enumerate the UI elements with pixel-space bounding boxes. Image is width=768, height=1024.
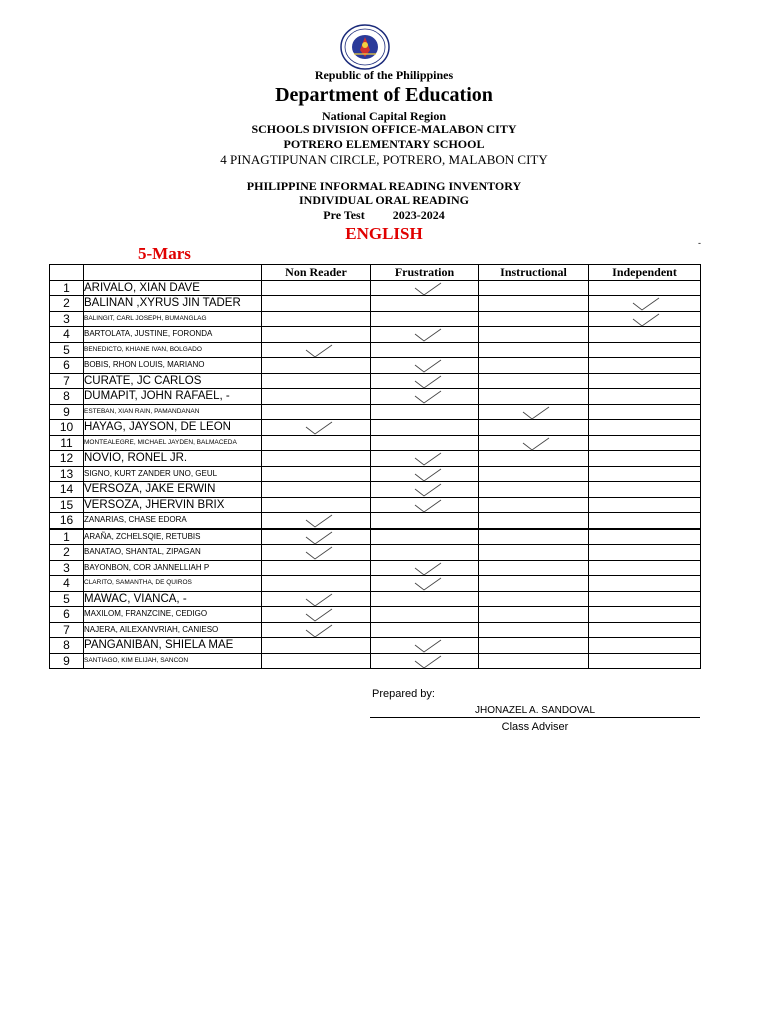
level-cell <box>371 653 479 669</box>
test-line <box>0 208 768 223</box>
level-cell <box>589 482 701 498</box>
level-cell <box>262 311 371 327</box>
level-cell <box>262 296 371 312</box>
check-icon <box>631 311 661 327</box>
student-name: BAYONBON, COR JANNELLIAH P <box>84 560 262 576</box>
table-row <box>50 482 701 498</box>
subject-title: ENGLISH <box>345 224 423 243</box>
row-number: 3 <box>50 560 84 576</box>
header-region: National Capital Region <box>321 109 446 123</box>
level-cell <box>589 280 701 296</box>
check-icon <box>304 591 334 607</box>
header-instructional: Instructional <box>479 265 589 281</box>
level-cell <box>479 389 589 405</box>
reading-table <box>49 264 701 669</box>
level-cell <box>371 342 479 358</box>
header-school: POTRERO ELEMENTARY SCHOOL <box>283 137 485 151</box>
table-row <box>50 607 701 623</box>
header-republic: Republic of the Philippines <box>314 68 454 82</box>
row-number: 9 <box>50 404 84 420</box>
level-cell <box>589 420 701 436</box>
level-cell <box>371 607 479 623</box>
school-year: 2023-2024 <box>392 208 445 222</box>
level-cell <box>371 311 479 327</box>
student-name: BALINAN ,XYRUS JIN TADER <box>84 296 262 312</box>
table-row <box>50 622 701 638</box>
level-cell <box>589 497 701 513</box>
student-name: ZANARIAS, CHASE EDORA <box>84 513 262 529</box>
level-cell <box>262 576 371 592</box>
level-cell <box>262 435 371 451</box>
check-icon <box>304 622 334 638</box>
student-name: CURATE, JC CARLOS <box>84 373 262 389</box>
table-row <box>50 280 701 296</box>
level-cell <box>479 466 589 482</box>
student-name: MAWAC, VIANCA, - <box>84 591 262 607</box>
level-cell <box>262 497 371 513</box>
level-cell <box>262 653 371 669</box>
table-row <box>50 560 701 576</box>
check-icon <box>413 481 443 497</box>
table-row <box>50 296 701 312</box>
level-cell <box>262 591 371 607</box>
student-name: BOBIS, RHON LOUIS, MARIANO <box>84 358 262 374</box>
table-header-row <box>50 265 701 281</box>
level-cell <box>371 420 479 436</box>
level-cell <box>589 296 701 312</box>
level-cell <box>262 389 371 405</box>
adviser-name: JHONAZEL A. SANDOVAL <box>370 705 700 718</box>
assessment-type: INDIVIDUAL ORAL READING <box>298 193 470 207</box>
level-cell <box>262 327 371 343</box>
row-number: 2 <box>50 545 84 561</box>
row-number: 10 <box>50 420 84 436</box>
level-cell <box>371 358 479 374</box>
level-cell <box>479 327 589 343</box>
level-cell <box>262 466 371 482</box>
check-icon <box>413 326 443 342</box>
level-cell <box>479 560 589 576</box>
level-cell <box>479 404 589 420</box>
level-cell <box>479 497 589 513</box>
level-cell <box>589 389 701 405</box>
check-icon <box>413 388 443 404</box>
level-cell <box>479 638 589 654</box>
check-icon <box>304 606 334 622</box>
level-cell <box>262 358 371 374</box>
level-cell <box>479 653 589 669</box>
level-cell <box>371 389 479 405</box>
check-icon <box>304 419 334 435</box>
level-cell <box>371 638 479 654</box>
check-icon <box>413 280 443 296</box>
row-number: 9 <box>50 653 84 669</box>
level-cell <box>371 435 479 451</box>
adviser-title: Class Adviser <box>501 721 569 733</box>
level-cell <box>589 638 701 654</box>
dash-mark: - <box>698 238 701 248</box>
level-cell <box>479 529 589 545</box>
check-icon <box>413 637 443 653</box>
level-cell <box>371 576 479 592</box>
level-cell <box>262 622 371 638</box>
row-number: 4 <box>50 327 84 343</box>
row-number: 8 <box>50 638 84 654</box>
level-cell <box>479 435 589 451</box>
level-cell <box>479 358 589 374</box>
check-icon <box>304 512 334 528</box>
row-number: 5 <box>50 342 84 358</box>
level-cell <box>479 420 589 436</box>
check-icon <box>413 653 443 669</box>
student-name: BARTOLATA, JUSTINE, FORONDA <box>84 327 262 343</box>
level-cell <box>479 513 589 529</box>
level-cell <box>589 513 701 529</box>
row-number: 13 <box>50 466 84 482</box>
table-row <box>50 327 701 343</box>
level-cell <box>371 591 479 607</box>
header-division: SCHOOLS DIVISION OFFICE-MALABON CITY <box>251 122 517 136</box>
row-number: 11 <box>50 435 84 451</box>
level-cell <box>589 311 701 327</box>
level-cell <box>371 560 479 576</box>
level-cell <box>589 342 701 358</box>
level-cell <box>479 576 589 592</box>
level-cell <box>371 466 479 482</box>
level-cell <box>262 638 371 654</box>
level-cell <box>479 482 589 498</box>
level-cell <box>262 560 371 576</box>
student-name: NAJERA, AILEXANVRIAH, CANIESO <box>84 622 262 638</box>
student-name: ARIVALO, XIAN DAVE <box>84 280 262 296</box>
level-cell <box>589 653 701 669</box>
header-num <box>50 265 84 281</box>
row-number: 3 <box>50 311 84 327</box>
test-name: Pre Test <box>323 208 365 222</box>
row-number: 7 <box>50 622 84 638</box>
row-number: 1 <box>50 529 84 545</box>
student-name: CLARITO, SAMANTHA, DE QUIROS <box>84 576 262 592</box>
level-cell <box>479 296 589 312</box>
level-cell <box>371 513 479 529</box>
header-frustration: Frustration <box>371 265 479 281</box>
level-cell <box>371 404 479 420</box>
table-row <box>50 638 701 654</box>
row-number: 8 <box>50 389 84 405</box>
row-number: 4 <box>50 576 84 592</box>
student-name: DUMAPIT, JOHN RAFAEL, - <box>84 389 262 405</box>
student-name: PANGANIBAN, SHIELA MAE <box>84 638 262 654</box>
level-cell <box>371 622 479 638</box>
level-cell <box>589 466 701 482</box>
deped-seal-icon <box>340 24 390 70</box>
table-row <box>50 451 701 467</box>
level-cell <box>371 545 479 561</box>
table-row <box>50 653 701 669</box>
level-cell <box>479 622 589 638</box>
section-name: 5-Mars <box>138 244 191 263</box>
level-cell <box>262 451 371 467</box>
student-name: BANATAO, SHANTAL, ZIPAGAN <box>84 545 262 561</box>
level-cell <box>262 373 371 389</box>
check-icon <box>413 450 443 466</box>
row-number: 16 <box>50 513 84 529</box>
level-cell <box>479 545 589 561</box>
level-cell <box>371 296 479 312</box>
check-icon <box>413 373 443 389</box>
check-icon <box>521 404 551 420</box>
level-cell <box>262 529 371 545</box>
level-cell <box>262 607 371 623</box>
row-number: 15 <box>50 497 84 513</box>
check-icon <box>521 435 551 451</box>
table-row <box>50 311 701 327</box>
row-number: 1 <box>50 280 84 296</box>
table-row <box>50 389 701 405</box>
row-number: 12 <box>50 451 84 467</box>
level-cell <box>479 280 589 296</box>
level-cell <box>589 576 701 592</box>
row-number: 14 <box>50 482 84 498</box>
level-cell <box>589 327 701 343</box>
prepared-by-label: Prepared by: <box>372 688 435 700</box>
row-number: 6 <box>50 607 84 623</box>
level-cell <box>589 591 701 607</box>
level-cell <box>479 342 589 358</box>
student-name: MONTEALEGRE, MICHAEL JAYDEN, BALMACEDA <box>84 435 262 451</box>
student-name: NOVIO, RONEL JR. <box>84 451 262 467</box>
student-name: MAXILOM, FRANZCINE, CEDIGO <box>84 607 262 623</box>
level-cell <box>262 342 371 358</box>
level-cell <box>262 420 371 436</box>
table-row <box>50 576 701 592</box>
table-row <box>50 420 701 436</box>
level-cell <box>371 497 479 513</box>
level-cell <box>479 373 589 389</box>
table-row <box>50 545 701 561</box>
level-cell <box>371 482 479 498</box>
table-row <box>50 497 701 513</box>
level-cell <box>371 327 479 343</box>
table-row <box>50 435 701 451</box>
level-cell <box>589 404 701 420</box>
header-non-reader: Non Reader <box>262 265 371 281</box>
table-row <box>50 404 701 420</box>
level-cell <box>589 358 701 374</box>
header-address: 4 PINAGTIPUNAN CIRCLE, POTRERO, MALABON CITY <box>220 152 548 167</box>
level-cell <box>589 373 701 389</box>
level-cell <box>479 591 589 607</box>
level-cell <box>589 560 701 576</box>
table-row <box>50 373 701 389</box>
student-name: VERSOZA, JHERVIN BRIX <box>84 497 262 513</box>
level-cell <box>262 545 371 561</box>
student-name: SANTIAGO, KIM ELIJAH, SANCON <box>84 653 262 669</box>
level-cell <box>479 311 589 327</box>
level-cell <box>589 435 701 451</box>
check-icon <box>413 560 443 576</box>
level-cell <box>371 280 479 296</box>
level-cell <box>262 513 371 529</box>
student-name: SIGNO, KURT ZANDER UNO, GEUL <box>84 466 262 482</box>
table-row <box>50 358 701 374</box>
student-name: BALINGIT, CARL JOSEPH, BUMANGLAG <box>84 311 262 327</box>
table-row <box>50 591 701 607</box>
header-independent: Independent <box>589 265 701 281</box>
level-cell <box>371 529 479 545</box>
header-name <box>84 265 262 281</box>
table-row <box>50 342 701 358</box>
row-number: 5 <box>50 591 84 607</box>
check-icon <box>304 529 334 545</box>
row-number: 7 <box>50 373 84 389</box>
check-icon <box>304 544 334 560</box>
level-cell <box>262 404 371 420</box>
check-icon <box>413 357 443 373</box>
table-row <box>50 466 701 482</box>
check-icon <box>413 466 443 482</box>
student-name: ARAÑA, ZCHELSQIE, RETUBIS <box>84 529 262 545</box>
check-icon <box>413 497 443 513</box>
table-row <box>50 513 701 529</box>
level-cell <box>479 607 589 623</box>
level-cell <box>479 451 589 467</box>
check-icon <box>304 342 334 358</box>
row-number: 2 <box>50 296 84 312</box>
row-number: 6 <box>50 358 84 374</box>
table-row <box>50 529 701 545</box>
level-cell <box>371 451 479 467</box>
assessment-title: PHILIPPINE INFORMAL READING INVENTORY <box>246 179 522 193</box>
level-cell <box>262 280 371 296</box>
level-cell <box>589 529 701 545</box>
header-department: Department of Education <box>275 84 493 106</box>
student-name: ESTEBAN, XIAN RAIN, PAMANDANAN <box>84 404 262 420</box>
level-cell <box>589 622 701 638</box>
level-cell <box>589 545 701 561</box>
student-name: BENEDICTO, KHIANE IVAN, BOLGADO <box>84 342 262 358</box>
student-name: VERSOZA, JAKE ERWIN <box>84 482 262 498</box>
student-name: HAYAG, JAYSON, DE LEON <box>84 420 262 436</box>
table-body <box>50 280 701 669</box>
check-icon <box>413 575 443 591</box>
level-cell <box>371 373 479 389</box>
check-icon <box>631 295 661 311</box>
level-cell <box>589 607 701 623</box>
level-cell <box>262 482 371 498</box>
level-cell <box>589 451 701 467</box>
